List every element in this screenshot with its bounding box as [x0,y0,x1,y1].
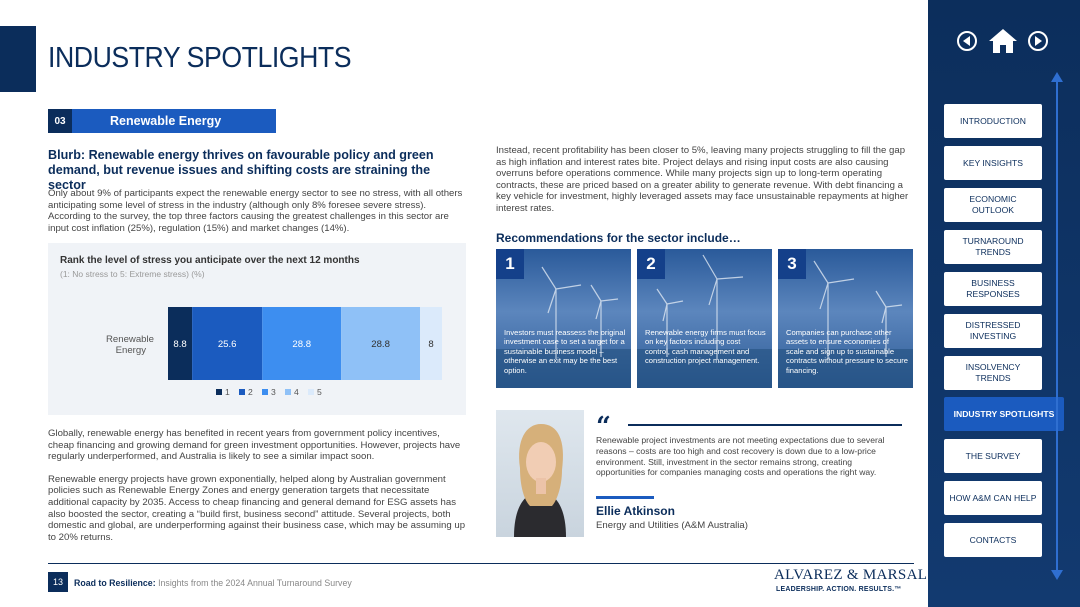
legend-swatch-3 [262,389,268,395]
quote-text: Renewable project investments are not meeting expectations due to several reasons – costs are too high and cost recovery is down due to a low-price environment. Still, investment in the sector remains strong, creating opportunities for companies managing costs and operations the right way. [596,435,885,478]
chart-subtitle: (1: No stress to 5: Extreme stress) (%) [60,269,205,279]
nav-key-insights[interactable]: KEY INSIGHTS [944,146,1042,180]
next-page-icon[interactable] [1029,32,1047,50]
recommendation-card-3 [778,249,913,388]
legend-label-2: 2 [248,387,253,397]
legend-swatch-5 [308,389,314,395]
footer-report-rest: Insights from the 2024 Annual Turnaround Survey [155,578,352,588]
nav-turnaround-trends[interactable]: TURNAROUND TRENDS [944,230,1042,264]
company-logo: ALVAREZ & MARSAL [774,567,928,583]
nav-scroll-track [1056,78,1058,570]
nav-insolvency-trends[interactable]: INSOLVENCY TRENDS [944,356,1042,390]
legend-swatch-2 [239,389,245,395]
body-paragraph [48,428,466,543]
person-role: Energy and Utilities (A&M Australia) [596,520,748,531]
recommendation-text: Companies can purchase other assets to ensure economies of scale and sign up to sustainable contracts without pressure to secure financing. [786,328,908,375]
nav-controls [956,26,1050,56]
recommendations-title: Recommendations for the sector include… [496,231,741,245]
legend-label-1: 1 [225,387,230,397]
nav-contacts[interactable]: CONTACTS [944,523,1042,557]
bar-label-3: 28.8 [292,339,312,350]
footer-report-title [74,578,352,588]
right-paragraph: Instead, recent profitability has been closer to 5%, leaving many projects struggling to fill the gap as high inflation and interest rates bite. Project delays and rising input costs are also causing overruns before operations commence. While many projects sign up to long-term operating contracts, these are priced based on a greater ability to generate revenue. With debt financing a key vehicle for investment, highly leveraged assets may face unsustainable repayments at higher interest rates. [496,145,909,214]
footer-divider [48,563,914,564]
recommendation-card-1 [496,249,631,388]
legend-swatch-4 [285,389,291,395]
chart-category-label-line1: Renewable [105,334,154,345]
bar-label-5: 8 [428,339,434,350]
recommendation-text: Investors must reassess the original investment case to set a target for a sustainable business model – otherwise an exit may be the best option. [504,328,626,375]
stress-chart [48,243,466,415]
legend-label-5: 5 [317,387,322,397]
nav-introduction[interactable]: INTRODUCTION [944,104,1042,138]
chart-legend [216,387,322,397]
recommendation-number: 1 [496,249,524,279]
quote-divider [628,424,902,426]
body-paragraph-1: Globally, renewable energy has benefited in recent years from government policy incentives, cheap financing and growing demand for green investment opportunities. However, projects have regularly underperformed, and Australia is likely to see a similar impact soon. [48,428,461,463]
footer-report-bold: Road to Resilience: [74,578,156,588]
recommendation-card-2 [637,249,772,388]
blurb-heading: Blurb: Renewable energy thrives on favourable policy and green demand, but revenue issues and shifting costs are straining the sector [48,148,434,192]
recommendation-number: 2 [637,249,665,279]
home-icon[interactable] [989,29,1017,53]
nav-the-survey[interactable]: THE SURVEY [944,439,1042,473]
recommendation-number: 3 [778,249,806,279]
page-title: INDUSTRY SPOTLIGHTS [48,42,352,74]
legend-label-3: 3 [271,387,276,397]
section-tag [48,109,276,133]
chart-title: Rank the level of stress you anticipate over the next 12 months [60,255,360,266]
page-number: 13 [48,572,68,592]
person-name: Ellie Atkinson [596,504,675,518]
quote-icon: “ [596,412,611,442]
nav-industry-spotlights[interactable]: INDUSTRY SPOTLIGHTS [944,397,1064,431]
intro-paragraph: Only about 9% of participants expect the renewable energy sector to see no stress, with all others anticipating some level of stress in the industry (although only 8% foresee severe stress). According to the survey, the top three factors causing the greatest challenges in this sector are input cost inflation (25%), regulation (15%) and market changes (14%). [48,188,463,234]
recommendation-text: Renewable energy firms must focus on key factors including cost control, cash management and construction project management. [645,328,766,366]
body-paragraph-2: Renewable energy projects have grown exponentially, helped along by Australian government policies such as Renewable Energy Zones and energy generation targets that necessitate additional capacity by 2035. Access to cheap financing and general demand for ESG assets has also boosted the sector, creating a “build first, business second” attitude. Several projects, both domestic and global, are underperforming against their business case, which may be assuming up to 20% returns. [48,473,466,543]
previous-page-icon[interactable] [958,32,976,50]
nav-how-am-can-help[interactable]: HOW A&M CAN HELP [944,481,1042,515]
title-accent-bar [0,26,36,92]
chart-category-label-line2: Energy [115,345,146,356]
bar-label-2: 25.6 [217,339,237,350]
person-portrait-image [496,410,584,537]
legend-swatch-1 [216,389,222,395]
bar-label-4: 28.8 [371,339,390,350]
scroll-down-icon[interactable] [1051,570,1063,580]
nav-economic-outlook[interactable]: ECONOMIC OUTLOOK [944,188,1042,222]
nav-distressed-investing[interactable]: DISTRESSED INVESTING [944,314,1042,348]
section-name: Renewable Energy [110,114,222,128]
scroll-up-icon[interactable] [1051,72,1063,82]
quote-accent-bar [596,496,654,499]
person-photo [496,410,584,537]
chart-bars [168,307,442,380]
company-tagline: LEADERSHIP. ACTION. RESULTS.™ [776,586,902,593]
legend-label-4: 4 [294,387,299,397]
bar-label-1: 8.8 [173,339,187,350]
section-number: 03 [48,109,72,133]
nav-business-responses[interactable]: BUSINESS RESPONSES [944,272,1042,306]
